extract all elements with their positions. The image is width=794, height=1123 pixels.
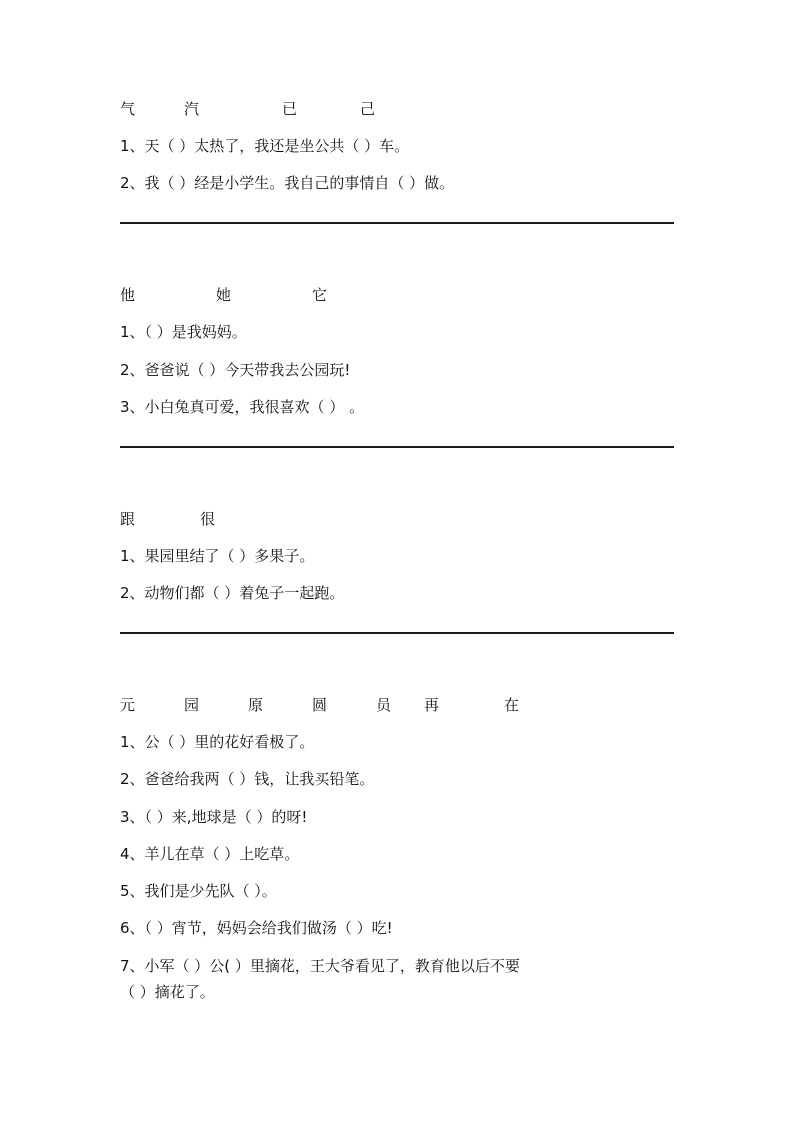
question-2-3: 3、小白兔真可爱，我很喜欢（ ） 。 xyxy=(120,398,365,416)
question-4-4: 4、羊儿在草（ ）上吃草。 xyxy=(120,845,300,863)
question-1-2: 2、我（ ）经是小学生。我自己的事情自（ ）做。 xyxy=(120,174,455,192)
word-choice: 很 xyxy=(200,510,216,528)
section-divider xyxy=(120,632,674,634)
question-4-3: 3、（ ）来,地球是（ ）的呀! xyxy=(120,808,308,826)
question-4-7-continued: （ ）摘花了。 xyxy=(120,983,215,1001)
word-choice: 它 xyxy=(312,286,328,304)
word-choice: 圆 xyxy=(312,696,328,714)
section-divider xyxy=(120,222,674,224)
word-choice: 她 xyxy=(216,286,232,304)
word-choice: 在 xyxy=(504,696,520,714)
word-choice: 元 xyxy=(120,696,136,714)
word-choice: 己 xyxy=(360,100,376,118)
question-2-1: 1、（ ）是我妈妈。 xyxy=(120,323,247,341)
word-choice: 汽 xyxy=(184,100,200,118)
section-divider xyxy=(120,446,674,448)
question-1-1: 1、天（ ）太热了，我还是坐公共（ ）车。 xyxy=(120,137,410,155)
question-4-2: 2、爸爸给我两（ ）钱，让我买铅笔。 xyxy=(120,770,375,788)
question-4-5: 5、我们是少先队（ ）。 xyxy=(120,882,277,900)
word-choice: 他 xyxy=(120,286,136,304)
question-2-2: 2、爸爸说（ ）今天带我去公园玩! xyxy=(120,361,351,379)
question-4-7: 7、小军（ ）公( ）里摘花，王大爷看见了，教育他以后不要 xyxy=(120,957,520,975)
word-choice: 员 xyxy=(376,696,392,714)
question-3-1: 1、果园里结了（ ）多果子。 xyxy=(120,547,315,565)
word-choice: 跟 xyxy=(120,510,136,528)
question-4-6: 6、（ ）宵节，妈妈会给我们做汤（ ）吃! xyxy=(120,919,393,937)
word-choice: 气 xyxy=(120,100,136,118)
word-choice: 已 xyxy=(282,100,298,118)
question-4-1: 1、公（ ）里的花好看极了。 xyxy=(120,733,315,751)
word-choice: 原 xyxy=(248,696,264,714)
word-choice: 再 xyxy=(424,696,440,714)
word-choice: 园 xyxy=(184,696,200,714)
question-3-2: 2、动物们都（ ）着兔子一起跑。 xyxy=(120,584,345,602)
